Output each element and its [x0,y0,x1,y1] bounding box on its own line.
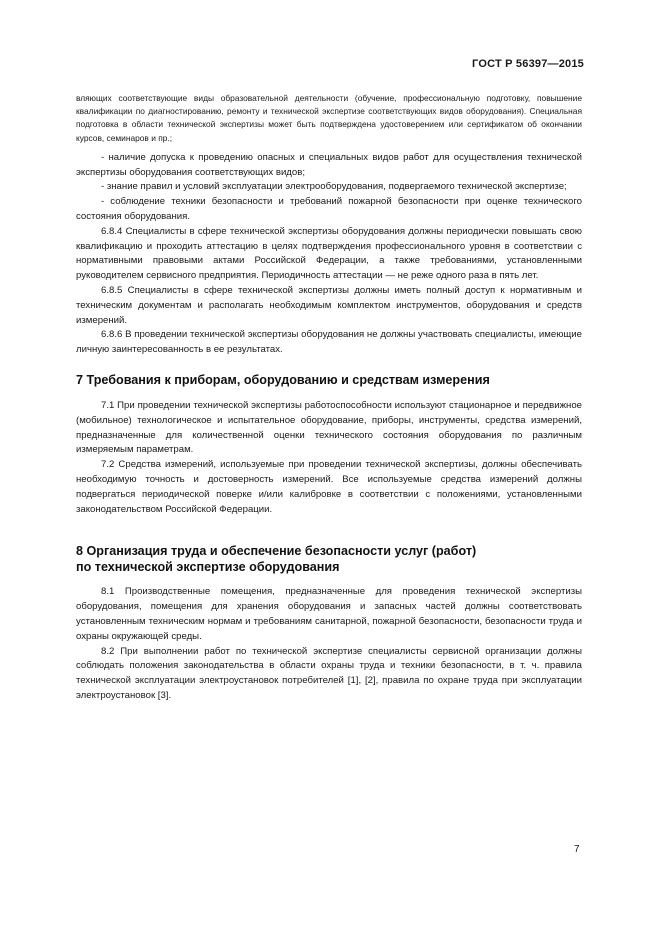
paragraph-7-1: 7.1 При проведении технической экспертизы работоспособности используют стационарное и передвижное (мобильное) технологическое и испытательное оборудование, приборы, инструменты, средства измерений, предназначенные для количественной оценки технического состояния оборудования по различным измеряемым параметрам. [76,399,582,456]
bullet-safety: - соблюдение техники безопасности и требований пожарной безопасности при оценке технического состояния оборудования. [76,196,582,222]
section-8-heading-line2: по технической экспертизе оборудования [76,560,340,575]
intro-paragraph: вляющих соответствующие виды образовательной деятельности (обучение, профессиональную подготовку, повышение квалификации по диагностированию, ремонту и технической экспертизе соответствующих видов оборудования). Специальная подготовка в области технической экспертизы может быть подтверждена удостоверением или сертификатом об окончании курсов, семинаров и пр.; [76,93,582,143]
bullet-knowledge: - знание правил и условий эксплуатации электрооборудования, подвергаемого технической экспертизе; [101,181,567,193]
page-number: 7 [574,844,580,855]
paragraph-6-8-5: 6.8.5 Специалисты в сфере технической экспертизы должны иметь полный доступ к нормативным и техническим документам и располагать необходимым комплектом инструментов, оборудования и средств измерений. [76,284,582,326]
bullet-admission: - наличие допуска к проведению опасных и специальных видов работ для осуществления технической экспертизы оборудования соответствующих видов; [76,151,582,178]
paragraph-7-2: 7.2 Средства измерений, используемые при проведении технической экспертизы, должны обеспечивать необходимую точность и достоверность измерений. Все используемые средства измерений должны подвергаться периодической поверке и/или калибровке в соответствии с положениями, установленными законодательством Российской Федерации. [76,459,582,515]
paragraph-8-2: 8.2 При выполнении работ по технической экспертизе специалисты сервисной организации должны соблюдать положения законодательства в области охраны труда и техники безопасности, в т. ч. правила технической эксплуатации электроустановок потребителей [1], [2], правила по охране труда при эксплуатации электроустановок [3]. [76,645,582,701]
paragraph-8-1: 8.1 Производственные помещения, предназначенные для проведения технической экспертизы оборудования, помещения для хранения оборудования и запасных частей должны соответствовать установленным техническим нормам и требованиям санитарной, пожарной безопасности, безопасности труда и охраны окружающей среды. [76,586,582,642]
page-content [76,92,582,704]
section-7-heading: 7 Требования к приборам, оборудованию и средствам измерения [76,372,490,387]
paragraph-6-8-6: 6.8.6 В проведении технической экспертизы оборудования не должны участвовать специалисты, имеющие личную заинтересованность в ее результатах. [76,329,582,356]
standard-header: ГОСТ Р 56397—2015 [472,58,584,70]
section-8-heading-line1: 8 Организация труда и обеспечение безопасности услуг (работ) [76,544,477,559]
section-8-heading [76,543,582,575]
paragraph-6-8-4: 6.8.4 Специалисты в сфере технической экспертизы оборудования должны периодически повышать свою квалификацию и проходить аттестацию в целях подтверждения профессионального уровня в соответствии с нормативными правовыми актами Российской Федерации, а также требованиями, установленными руководителем сервисного предприятия. Периодичность аттестации — не реже одного раза в пять лет. [76,225,582,282]
